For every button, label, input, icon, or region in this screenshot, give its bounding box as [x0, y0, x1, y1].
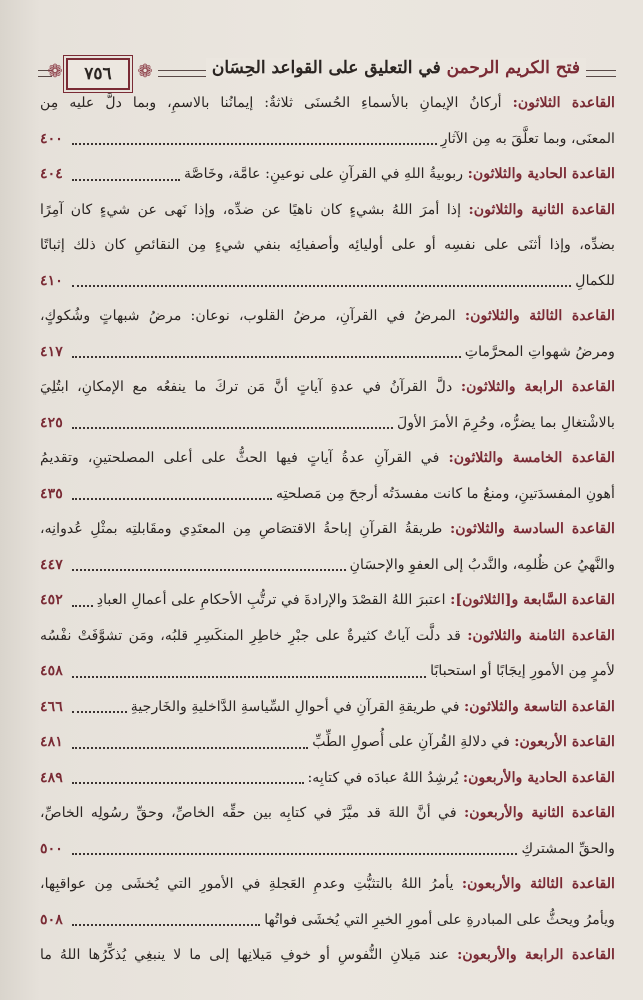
toc-entry[interactable] — [40, 512, 615, 583]
toc-line-text — [40, 308, 615, 324]
rule-label: القاعدة الثلاثون: — [512, 95, 615, 111]
entry-page-number[interactable]: ٤٢٥ — [40, 414, 63, 431]
rule-label: القاعدة التاسعة والثلاثون: — [464, 698, 615, 715]
toc-entry[interactable] — [40, 725, 615, 761]
rule-text: أركانُ الإيمانِ بالأسماءِ الحُسنَى ثلاثةٌ: إيمانُنا بالاسمِ، وبما دلَّ عليه مِن — [40, 95, 502, 111]
rule-text: اعتبرَ اللهُ القصْدَ والإرادةَ في ترتُّبِ الأحكامِ على أعمالِ العبادِ — [96, 592, 446, 608]
toc-line-text — [40, 95, 615, 111]
toc-entry[interactable] — [40, 441, 615, 512]
ornament-right-icon: ❁ — [137, 61, 153, 82]
dot-leader — [72, 711, 127, 713]
toc-line-text — [40, 628, 615, 644]
toc-line — [40, 86, 615, 122]
toc-line-text — [397, 406, 615, 442]
toc-line — [40, 264, 615, 300]
rule-text: في طريقةِ القرآنِ في أحوالِ السِّياسةِ الدَّاخليةِ والخَارجيةِ — [130, 698, 460, 715]
toc-line — [40, 512, 615, 548]
toc-line — [40, 690, 615, 726]
rule-text: والحقِّ المشتركِ — [521, 840, 615, 857]
rule-text: دلَّ القرآنُ في عدةِ آياتٍ أنَّ مَن تركَ ما ينفعُه مع الإمكانِ، ابتُلِيَ — [40, 379, 453, 395]
rule-text: طريقةُ القرآنِ إباحةُ الاقتصَاصِ مِن المعتَدِي ومقَابلتِه بمثْلِ عُدوانِه، — [40, 521, 443, 537]
toc-line — [40, 938, 615, 974]
rule-text: قد دلَّت آياتٌ كثيرةٌ على جبْرِ خاطِرِ المنكَسِرِ قلبُه، ومَن تشوَّفَتْ نفْسُه — [40, 627, 461, 644]
toc-line-text — [40, 379, 615, 395]
rule-text: في دلالةِ القُرآنِ على أُصولِ الطِّبِّ — [312, 734, 510, 750]
toc-entry[interactable] — [40, 86, 615, 157]
toc-line-text — [430, 654, 615, 690]
toc-line-text — [97, 583, 615, 619]
toc-line-text — [184, 157, 615, 193]
toc-line-text — [308, 761, 615, 797]
toc-line — [40, 228, 615, 264]
rule-text: في أنَّ اللهَ قد ميَّزَ في كتابِه بين حقِّه الخاصِّ، وحقِّ رسُولِه الخاصِّ، — [40, 805, 457, 821]
toc-line — [40, 477, 615, 513]
rule-text: والنَّهيُ عن ظُلمِه، والنَّدبُ إلى العفوِ والإحسَانِ — [349, 556, 615, 573]
toc-line — [40, 725, 615, 761]
toc-line-text — [441, 122, 615, 158]
rule-label: القاعدة الرابعة والثلاثون: — [460, 379, 615, 395]
book-title-rest: في التعليق على القواعد الحِسَان — [211, 58, 441, 78]
rule-text: عند مَيلانِ النُّفوسِ أو خوفِ مَيلانِها إلى ما لا ينبغِي يُذكِّرُها اللهُ ما — [40, 947, 450, 963]
dot-leader — [72, 676, 426, 678]
toc-line — [40, 867, 615, 903]
toc-line — [40, 654, 615, 690]
entry-page-number[interactable]: ٤٥٢ — [40, 592, 63, 608]
rule-label: القاعدة الثالثة والثلاثون: — [464, 308, 615, 324]
rule-label: القاعدة الحادية والأربعون: — [462, 769, 615, 786]
rule-label: القاعدة الثانية والأربعون: — [464, 805, 615, 821]
running-header — [38, 56, 616, 90]
dot-leader — [72, 747, 308, 749]
dot-leader — [72, 569, 346, 571]
dot-leader — [72, 605, 93, 607]
rule-label: القاعدة السادسة والثلاثون: — [450, 521, 615, 537]
rule-text: لأمرٍ مِن الأمورِ إيجَابًا أو استحبابًا — [430, 663, 615, 679]
rule-text: بالاشْتغالِ بما يضرُّه، وحُرِمَ الأمرَ الأولَ — [396, 414, 615, 431]
dot-leader — [72, 143, 437, 145]
toc-line-text — [521, 832, 615, 868]
rule-text: إذا أمرَ اللهُ بشيءٍ كان ناهيًا عن ضدِّه، وإذا نَهى عن شيءٍ كان آمِرًا — [40, 201, 462, 218]
dot-leader — [72, 427, 393, 429]
entry-page-number[interactable]: ٤١٧ — [40, 343, 63, 360]
book-title — [206, 58, 586, 78]
toc-entry[interactable] — [40, 370, 615, 441]
toc-line-text — [465, 335, 615, 371]
toc-line — [40, 796, 615, 832]
toc-entry[interactable] — [40, 583, 615, 619]
rule-text: ويأمرُ ويحثُّ على المبادرةِ على أمورِ الخيرِ التي يُخشَى فواتُها — [264, 911, 615, 928]
toc-line-text — [40, 876, 615, 892]
book-title-highlight: فتح الكريم الرحمن — [446, 58, 580, 78]
entry-page-number[interactable]: ٤٨١ — [40, 734, 63, 750]
entry-page-number[interactable]: ٤٤٧ — [40, 556, 63, 573]
toc-line — [40, 335, 615, 371]
toc-line — [40, 299, 615, 335]
rule-text: يُرشِدُ اللهُ عبادَه في كتابِه: — [307, 769, 459, 786]
page-number: ٧٥٦ — [66, 58, 130, 90]
toc-entry[interactable] — [40, 299, 615, 370]
rule-label: القاعدة الرابعة والأربعون: — [457, 947, 615, 963]
toc-line — [40, 370, 615, 406]
dot-leader — [72, 924, 260, 926]
toc-entry[interactable] — [40, 796, 615, 867]
toc-line — [40, 583, 615, 619]
toc-line-text — [40, 805, 615, 821]
rule-text: المرضُ في القرآنِ، مرضُ القلوب، نوعان: مرضُ شبهاتٍ وشُكوكٍ، — [40, 308, 456, 324]
entry-page-number[interactable]: ٤١٠ — [40, 272, 63, 289]
toc-line — [40, 619, 615, 655]
rule-text: المعنَى، وبما تعلَّقَ به مِن الآثارِ — [440, 130, 615, 147]
entry-page-number[interactable]: ٤٨٩ — [40, 769, 63, 786]
toc-line-text — [312, 725, 615, 761]
toc-line — [40, 193, 615, 229]
rule-label: القاعدة الخامسة والثلاثون: — [448, 450, 615, 466]
rule-label: القاعدة الثامنة والثلاثون: — [467, 627, 615, 644]
rule-text: للكمالِ — [575, 272, 615, 289]
toc-line — [40, 157, 615, 193]
toc-line — [40, 548, 615, 584]
toc-entry[interactable] — [40, 619, 615, 690]
toc-line-text — [264, 903, 615, 939]
dot-leader — [72, 782, 304, 784]
toc-line — [40, 441, 615, 477]
rule-text: ربوبيةُ اللهِ في القرآنِ على نوعينِ: عامَّة، وخَاصَّة — [183, 166, 464, 182]
toc-entry[interactable] — [40, 867, 615, 938]
entry-page-number[interactable]: ٥٠٨ — [40, 911, 63, 928]
rule-text: يأمرُ اللهُ بالتثبُّتِ وعدمِ العَجلةِ في الأمورِ التي يُخشَى مِن عواقبِها، — [40, 876, 454, 892]
dot-leader — [72, 179, 180, 181]
entry-page-number[interactable]: ٥٠٠ — [40, 840, 63, 857]
toc-entry[interactable] — [40, 690, 615, 726]
toc-line-text — [40, 521, 615, 537]
toc-line-text — [575, 264, 615, 300]
entry-page-number[interactable]: ٤٠٤ — [40, 166, 63, 182]
toc-line-text — [40, 450, 615, 466]
entry-page-number[interactable]: ٤٦٦ — [40, 698, 63, 715]
toc-line-text — [40, 237, 615, 253]
toc-line-text — [350, 548, 615, 584]
toc-line — [40, 122, 615, 158]
dot-leader — [72, 853, 517, 855]
toc-entry[interactable] — [40, 193, 615, 300]
toc-entry[interactable] — [40, 761, 615, 797]
toc-line-text — [131, 690, 615, 726]
toc-line-text — [40, 202, 615, 218]
toc-line — [40, 832, 615, 868]
entry-page-number[interactable]: ٤٣٥ — [40, 485, 63, 502]
rule-text: في القرآنِ عدةُ آياتٍ فيها الحثُّ على أعلى المصلحتينِ، وتقديمُ — [40, 450, 440, 466]
table-of-contents — [40, 86, 615, 974]
toc-entry[interactable] — [40, 157, 615, 193]
toc-line — [40, 761, 615, 797]
toc-line — [40, 406, 615, 442]
toc-entry[interactable] — [40, 938, 615, 974]
rule-label: القاعدة السَّابعة و[الثلاثون]: — [450, 592, 615, 608]
entry-page-number[interactable]: ٤٠٠ — [40, 130, 63, 147]
rule-text: بضدِّه، وإذا أثنَى على نفسِه أو على أوليائِه وأصفيائِه بنفي شيءٍ مِن النقائصِ كان ذلك إثباتًا — [40, 237, 615, 253]
dot-leader — [72, 356, 461, 358]
toc-line-text — [40, 947, 615, 963]
entry-page-number[interactable]: ٤٥٨ — [40, 663, 63, 679]
rule-label: القاعدة الثانية والثلاثون: — [468, 201, 615, 218]
rule-text: أهونِ المفسدَتينِ، ومنعُ ما كانت مفسدَتُه أرجحَ مِن مَصلحتِه — [276, 485, 615, 502]
toc-line-text — [276, 477, 615, 513]
rule-label: القاعدة الحادية والثلاثون: — [467, 166, 615, 182]
ornament-left-icon: ❁ — [47, 61, 63, 82]
rule-label: القاعدة الثالثة والأربعون: — [461, 876, 615, 892]
dot-leader — [72, 498, 272, 500]
rule-text: ومرضُ شهواتِ المحرَّماتِ — [464, 343, 615, 360]
toc-line — [40, 903, 615, 939]
dot-leader — [72, 285, 571, 287]
rule-label: القاعدة الأربعون: — [514, 734, 615, 750]
